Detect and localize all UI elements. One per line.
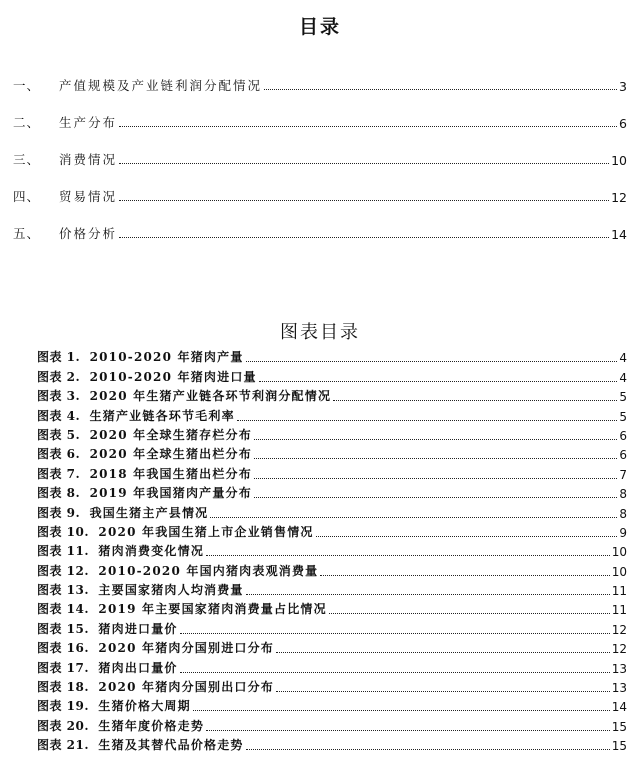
dot-leader (119, 237, 609, 238)
figure-entry-number: 图表 4. (37, 408, 90, 423)
figure-entry-page: 6 (619, 428, 627, 443)
figure-entry[interactable] (37, 559, 627, 578)
figure-entry-label: 生猪价格大周期 (98, 699, 191, 714)
figure-entry-number: 图表 7. (37, 466, 90, 481)
figure-entry[interactable] (37, 714, 627, 733)
dot-leader (206, 730, 610, 731)
figure-entry-number: 图表 5. (37, 427, 90, 442)
figure-entry-label: 2019 年我国猪肉产量分布 (89, 486, 252, 501)
figure-entry-number: 图表 12. (37, 563, 99, 578)
dot-leader (246, 594, 610, 595)
toc-entry-label: 产值规模及产业链利润分配情况 (59, 78, 263, 93)
dot-leader (259, 381, 618, 382)
dot-leader (254, 439, 617, 440)
figure-entry-label: 2020 年生猪产业链各环节利润分配情况 (89, 389, 332, 404)
figure-entry-number: 图表 9. (37, 505, 90, 520)
toc-entry-page: 10 (611, 153, 627, 168)
figure-entry[interactable] (37, 617, 627, 636)
figure-entry-label: 2010-2020 年猪肉进口量 (89, 369, 257, 384)
figure-entry-label: 2020 年全球生猪存栏分布 (89, 427, 252, 442)
figure-entry[interactable] (37, 424, 627, 443)
figure-entry[interactable] (37, 540, 627, 559)
figure-entry[interactable] (37, 501, 627, 520)
dot-leader (320, 575, 609, 576)
toc-entry-label: 价格分析 (59, 226, 118, 241)
figure-entry-label: 生猪年度价格走势 (98, 718, 205, 733)
dot-leader (119, 126, 617, 127)
dot-leader (119, 163, 609, 164)
dot-leader (254, 458, 617, 459)
figure-entry-label: 猪肉进口量价 (98, 621, 178, 636)
figure-entry-number: 图表 20. (37, 718, 99, 733)
figure-entry-label: 2020 年猪肉分国别出口分布 (98, 680, 274, 695)
figure-entry-number: 图表 14. (37, 602, 99, 617)
figure-entry-page: 10 (611, 545, 627, 560)
toc-entry-label: 生产分布 (59, 115, 118, 130)
figure-entry-page: 5 (619, 409, 627, 424)
figure-entry-label: 我国生猪主产县情况 (89, 505, 209, 520)
figure-entry-page: 4 (619, 351, 627, 366)
toc-entry[interactable] (13, 205, 627, 242)
figure-entry[interactable] (37, 404, 627, 423)
toc-entry-page: 14 (611, 227, 627, 242)
toc-entry-label: 消费情况 (59, 152, 118, 167)
figure-entry[interactable] (37, 521, 627, 540)
figure-entry-number: 图表 6. (37, 447, 90, 462)
toc-entry-number: 五、 (13, 226, 41, 241)
dot-leader (276, 691, 610, 692)
dot-leader (329, 613, 610, 614)
toc-entry[interactable] (13, 57, 627, 94)
figure-entry-label: 2010-2020 年国内猪肉表观消费量 (98, 563, 319, 578)
dot-leader (246, 361, 618, 362)
dot-leader (237, 420, 618, 421)
figure-entry-number: 图表 1. (37, 350, 90, 365)
figure-entry-label: 猪肉出口量价 (98, 660, 178, 675)
figure-list (37, 346, 627, 753)
figure-entry-page: 7 (619, 467, 627, 482)
figure-entry[interactable] (37, 598, 627, 617)
figure-entry-number: 图表 11. (37, 544, 99, 559)
figure-entry-number: 图表 8. (37, 486, 90, 501)
figure-entry-number: 图表 10. (37, 524, 99, 539)
figure-entry-page: 12 (611, 642, 627, 657)
figure-entry[interactable] (37, 385, 627, 404)
dot-leader (180, 672, 610, 673)
dot-leader (180, 633, 610, 634)
dot-leader (254, 497, 617, 498)
figure-entry-number: 图表 21. (37, 738, 99, 753)
figure-entry-page: 10 (611, 564, 627, 579)
figure-entry-page: 4 (619, 370, 627, 385)
figure-entry[interactable] (37, 462, 627, 481)
figure-entry-label: 生猪及其替代品价格走势 (98, 738, 244, 753)
dot-leader (276, 652, 610, 653)
dot-leader (206, 555, 610, 556)
toc-entry[interactable] (13, 168, 627, 205)
figure-entry-number: 图表 3. (37, 389, 90, 404)
figure-entry-page: 12 (611, 622, 627, 637)
toc-title: 目录 (298, 16, 341, 38)
figure-entry-label: 生猪产业链各环节毛利率 (89, 408, 235, 423)
toc-entry-number: 四、 (13, 189, 41, 204)
toc-entry-page: 3 (619, 79, 627, 94)
toc-entry-page: 12 (611, 190, 627, 205)
toc-entry[interactable] (13, 94, 627, 131)
dot-leader (193, 710, 610, 711)
toc-entry-label: 贸易情况 (59, 189, 118, 204)
figure-entry-number: 图表 16. (37, 641, 99, 656)
figure-entry-number: 图表 15. (37, 621, 99, 636)
figure-list-title: 图表目录 (280, 322, 360, 343)
figure-entry[interactable] (37, 734, 627, 753)
figure-entry[interactable] (37, 656, 627, 675)
figure-entry-page: 13 (611, 681, 627, 696)
figure-entry-label: 2020 年全球生猪出栏分布 (89, 447, 252, 462)
figure-entry[interactable] (37, 676, 627, 695)
figure-entry[interactable] (37, 443, 627, 462)
toc-entry-number: 一、 (13, 78, 41, 93)
figure-entry[interactable] (37, 346, 627, 365)
figure-entry-label: 2010-2020 年猪肉产量 (89, 350, 244, 365)
figure-entry[interactable] (37, 482, 627, 501)
toc-list (13, 57, 627, 242)
dot-leader (119, 200, 609, 201)
figure-entry-page: 14 (611, 700, 627, 715)
figure-entry-number: 图表 19. (37, 699, 99, 714)
figure-entry-page: 15 (611, 739, 627, 754)
figure-entry-page: 8 (619, 506, 627, 521)
figure-entry-number: 图表 13. (37, 583, 99, 598)
figure-entry-label: 主要国家猪肉人均消费量 (98, 583, 244, 598)
figure-entry-page: 11 (611, 603, 627, 618)
figure-entry[interactable] (37, 695, 627, 714)
figure-entry-label: 2018 年我国生猪出栏分布 (89, 466, 252, 481)
figure-entry[interactable] (37, 579, 627, 598)
figure-entry-label: 猪肉消费变化情况 (98, 544, 205, 559)
figure-entry-page: 13 (611, 661, 627, 676)
figure-entry-page: 15 (611, 719, 627, 734)
dot-leader (316, 536, 618, 537)
dot-leader (246, 749, 610, 750)
figure-entry[interactable] (37, 637, 627, 656)
dot-leader (254, 478, 617, 479)
dot-leader (210, 517, 617, 518)
figure-entry-page: 6 (619, 448, 627, 463)
toc-entry-number: 三、 (13, 152, 41, 167)
figure-entry-page: 8 (619, 487, 627, 502)
figure-entry-page: 11 (611, 584, 627, 599)
toc-entry-number: 二、 (13, 115, 41, 130)
figure-entry-page: 9 (619, 525, 627, 540)
toc-entry[interactable] (13, 131, 627, 168)
figure-entry-label: 2020 年我国生猪上市企业销售情况 (98, 524, 314, 539)
figure-entry-label: 2020 年猪肉分国别进口分布 (98, 641, 274, 656)
toc-entry-page: 6 (619, 116, 627, 131)
figure-entry-number: 图表 17. (37, 660, 99, 675)
figure-entry-number: 图表 2. (37, 369, 90, 384)
figure-entry-label: 2019 年主要国家猪肉消费量占比情况 (98, 602, 327, 617)
figure-entry-number: 图表 18. (37, 680, 99, 695)
dot-leader (333, 400, 617, 401)
figure-entry[interactable] (37, 365, 627, 384)
figure-entry-page: 5 (619, 390, 627, 405)
dot-leader (264, 89, 617, 90)
